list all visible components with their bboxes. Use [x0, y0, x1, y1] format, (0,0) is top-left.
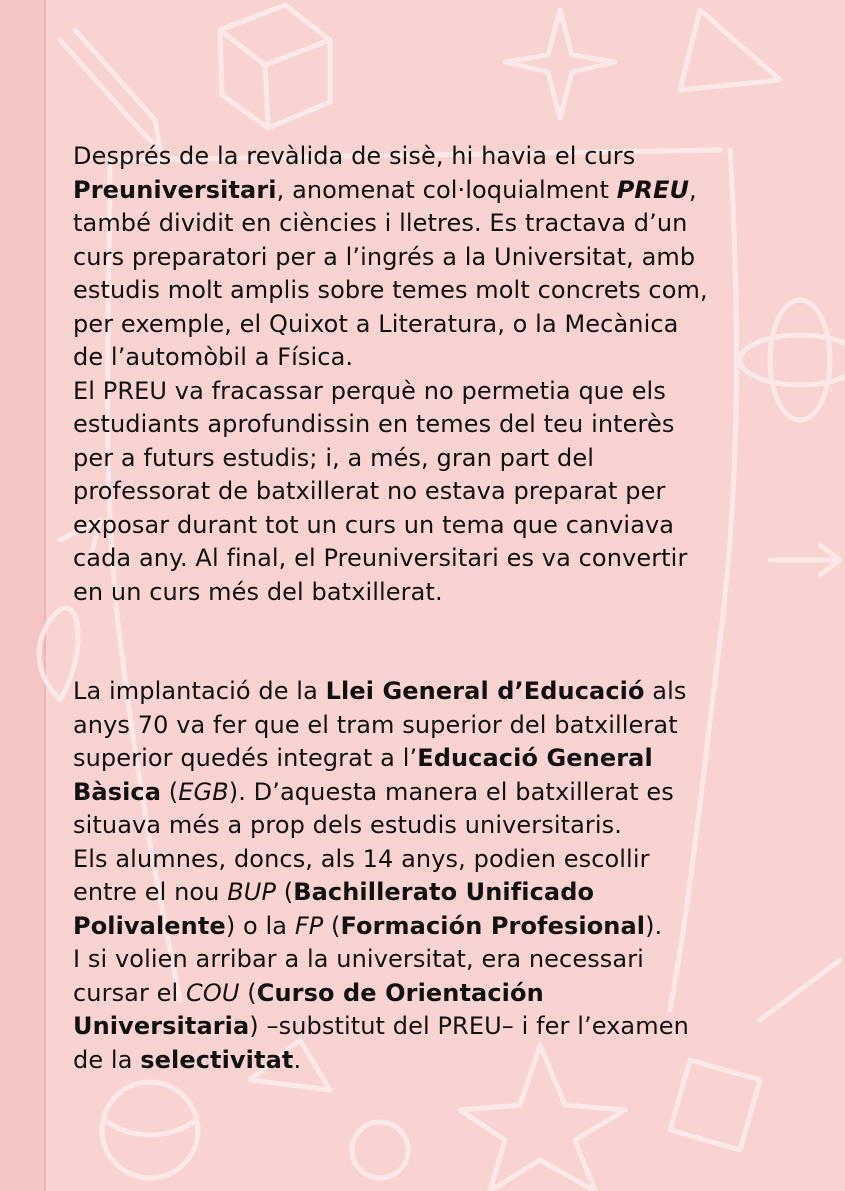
text-span: estudis molt amplis sobre temes molt concrets com,	[73, 276, 708, 304]
text-line	[73, 1010, 818, 1044]
text-span: cursar el	[73, 978, 187, 1007]
text-line	[73, 241, 818, 275]
bold-term-polivalente: Polivalente	[73, 911, 226, 940]
italic-term-cou: COU	[186, 978, 240, 1007]
bold-term-basica: Bàsica	[73, 777, 162, 806]
text-span: ) o la	[225, 911, 295, 940]
text-line	[73, 408, 818, 442]
bold-term-preuniversitari: Preuniversitari	[73, 175, 277, 204]
text-span: de la	[73, 1045, 141, 1074]
text-span: La implantació de la	[73, 677, 326, 705]
text-span: ) –substitut del PREU– i fer l’examen	[249, 1012, 689, 1040]
bold-italic-term-preu: PREU	[616, 175, 690, 204]
text-line	[73, 910, 818, 944]
sphere-doodle	[102, 1082, 198, 1178]
text-line	[73, 876, 818, 910]
bold-term-curso: Curso de Orientación	[256, 978, 544, 1007]
text-span: Després de la revàlida de sisè, hi havia el curs	[73, 142, 636, 170]
text-line	[73, 341, 818, 375]
text-span: I si volien arribar a la universitat, era necessari	[73, 945, 644, 973]
text-span: (	[276, 878, 294, 906]
text-line	[73, 809, 818, 843]
text-span: també dividit en ciències i lletres. Es tractava d’un	[73, 209, 688, 237]
text-line	[73, 576, 818, 610]
text-span: professorat de batxillerat no estava preparat per	[73, 477, 666, 505]
bold-term-formacion: Formación Profesional	[340, 911, 646, 940]
text-line	[73, 475, 818, 509]
italic-term-bup: BUP	[227, 878, 277, 906]
text-line	[73, 742, 818, 776]
text-span: , anomenat col·loquialment	[276, 175, 617, 204]
cube-doodle	[220, 5, 330, 128]
text-span: per a futurs estudis; i, a més, gran part del	[73, 443, 594, 472]
bold-term-selectivitat: selectivitat	[140, 1045, 294, 1074]
bold-term-bachillerato: Bachillerato Unificado	[293, 878, 595, 906]
italic-term-egb: EGB	[178, 777, 229, 806]
italic-term-fp: FP	[294, 911, 324, 940]
text-span: .	[293, 1045, 302, 1074]
text-line	[73, 843, 818, 877]
text-span: estudiants aprofundissin en temes del teu interès	[73, 410, 675, 438]
text-span: Els alumnes, doncs, als 14 anys, podien escollir	[73, 844, 650, 873]
text-span: curs preparatori per a l’ingrés a la Universitat, amb	[73, 242, 696, 271]
text-span: ,	[689, 175, 697, 204]
paragraph-lge	[73, 675, 818, 1077]
text-span: anys 70 va fer que el tram superior del batxillerat	[73, 710, 678, 739]
text-line	[73, 509, 818, 543]
text-line	[73, 943, 818, 977]
text-line	[73, 675, 818, 709]
text-span: (	[161, 777, 179, 806]
text-span: als	[644, 677, 687, 705]
text-span: exposar durant tot un curs un tema que canviava	[73, 510, 675, 539]
text-line	[73, 1044, 818, 1078]
text-line	[73, 442, 818, 476]
text-span: de l’automòbil a Física.	[73, 343, 354, 371]
paragraph-preu	[73, 140, 818, 609]
text-span: El PREU va fracassar perquè no permetia que els	[73, 376, 666, 405]
text-line	[73, 274, 818, 308]
text-line	[73, 207, 818, 241]
text-span: situava més a prop dels estudis universitaris.	[73, 811, 622, 839]
cross-doodle	[505, 10, 615, 118]
text-line	[73, 140, 818, 174]
bold-term-universitaria: Universitaria	[73, 1012, 250, 1040]
text-line	[73, 542, 818, 576]
bold-term-llei-general: Llei General d’Educació	[325, 677, 645, 705]
text-span: ).	[645, 911, 663, 940]
text-span: (	[239, 978, 257, 1007]
pencil-doodle	[60, 30, 160, 150]
text-span: cada any. Al final, el Preuniversitari es va convertir	[73, 544, 688, 572]
text-span: superior quedés integrat a l’	[73, 744, 418, 772]
text-line	[73, 308, 818, 342]
triangle-doodle	[680, 10, 780, 90]
text-span: per exemple, el Quixot a Literatura, o la Mecànica	[73, 309, 679, 338]
text-line	[73, 174, 818, 208]
text-line	[73, 977, 818, 1011]
text-line	[73, 709, 818, 743]
bold-term-educacio-general: Educació General	[417, 744, 653, 772]
text-span: entre el nou	[73, 878, 228, 906]
text-line	[73, 375, 818, 409]
text-span: ). D’aquesta manera el batxillerat es	[228, 777, 674, 806]
text-span: en un curs més del batxillerat.	[73, 577, 443, 606]
text-span: (	[323, 911, 341, 940]
text-line	[73, 776, 818, 810]
